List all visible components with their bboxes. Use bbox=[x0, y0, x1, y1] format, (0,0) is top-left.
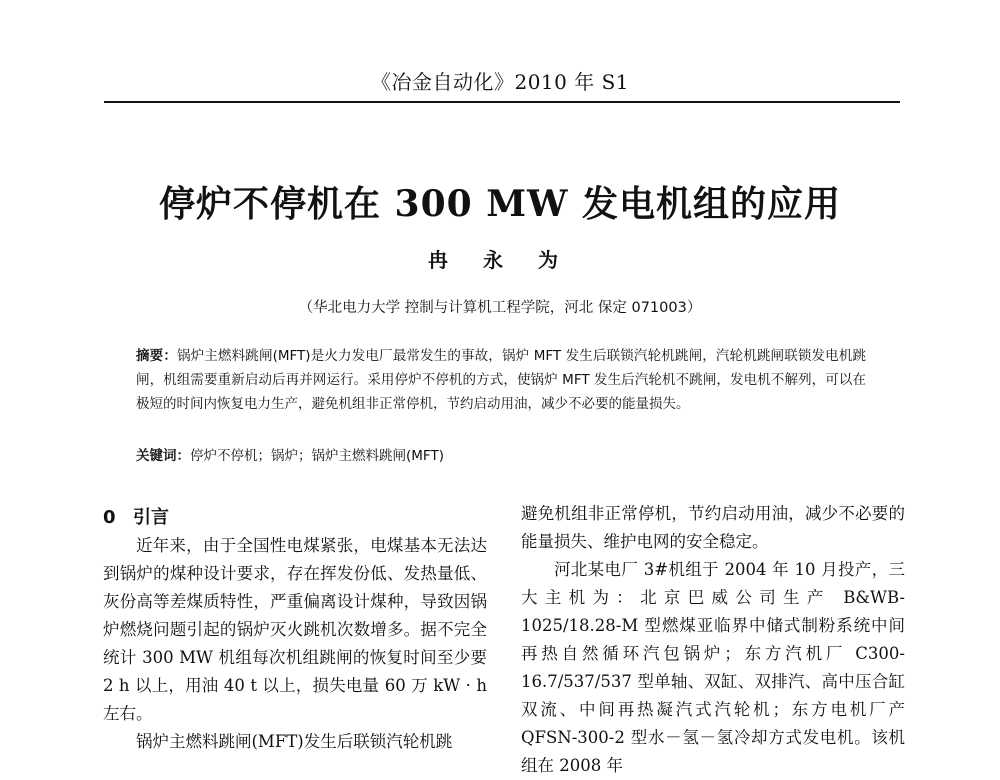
right-column bbox=[521, 500, 905, 780]
keywords-text: 停炉不停机；锅炉；锅炉主燃料跳闸(MFT) bbox=[190, 448, 444, 464]
left-column bbox=[103, 500, 487, 756]
journal-header: 《冶金自动化》2010 年 S1 bbox=[370, 70, 630, 94]
paper-title: 停炉不停机在 300 MW 发电机组的应用 bbox=[158, 183, 842, 225]
abstract bbox=[136, 344, 866, 416]
abstract-label: 摘要： bbox=[136, 348, 177, 364]
keywords bbox=[136, 444, 866, 468]
right-paragraph-1: 避免机组非正常停机，节约启动用油，减少不必要的能量损失、维护电网的安全稳定。 bbox=[521, 504, 905, 551]
right-paragraph-2: 河北某电厂 3#机组于 2004 年 10 月投产，三大主机为：北京巴威公司生产 B&WB- 1025/18.28-M 型燃煤亚临界中储式制粉系统中间再热自然循环汽包锅炉；东方汽机厂 C300-16.7/537/537 型单轴、双缸、双排汽、高中压合缸双流、中间再热凝汽式汽轮机；东方电机厂产 QFSN-300-2 型水－氢－氢冷却方式发电机。该机组在 2008 年 bbox=[521, 560, 905, 775]
intro-paragraph-1: 近年来，由于全国性电煤紧张，电煤基本无法达到锅炉的煤种设计要求，存在挥发份低、发热量低、灰份高等差煤质特性，严重偏离设计煤种，导致因锅炉燃烧问题引起的锅炉灭火跳机次数增多。据不完全统计 300 MW 机组每次机组跳闸的恢复时间至少要 2 h 以上，用油 40 t 以上，损失电量 60 万 kW · h 左右。 bbox=[103, 536, 487, 723]
author: 冉 永 为 bbox=[428, 248, 572, 272]
affiliation: （华北电力大学 控制与计算机工程学院，河北 保定 071003） bbox=[298, 300, 702, 316]
intro-paragraph-2: 锅炉主燃料跳闸(MFT)发生后联锁汽轮机跳 bbox=[136, 732, 453, 751]
section-number: 0 bbox=[103, 507, 116, 528]
header-rule bbox=[104, 101, 900, 103]
section-heading bbox=[103, 504, 487, 532]
keywords-label: 关键词： bbox=[136, 448, 190, 464]
abstract-text: 锅炉主燃料跳闸(MFT)是火力发电厂最常发生的事故，锅炉 MFT 发生后联锁汽轮机跳闸，汽轮机跳闸联锁发电机跳闸，机组需要重新启动后再并网运行。采用停炉不停机的方式，使锅炉 MFT 发生后汽轮机不跳闸，发电机不解列，可以在极短的时间内恢复电力生产，避免机组非正常停机，节约启动用油，减少不必要的能量损失。 bbox=[136, 348, 866, 412]
section-title: 引言 bbox=[133, 507, 169, 528]
